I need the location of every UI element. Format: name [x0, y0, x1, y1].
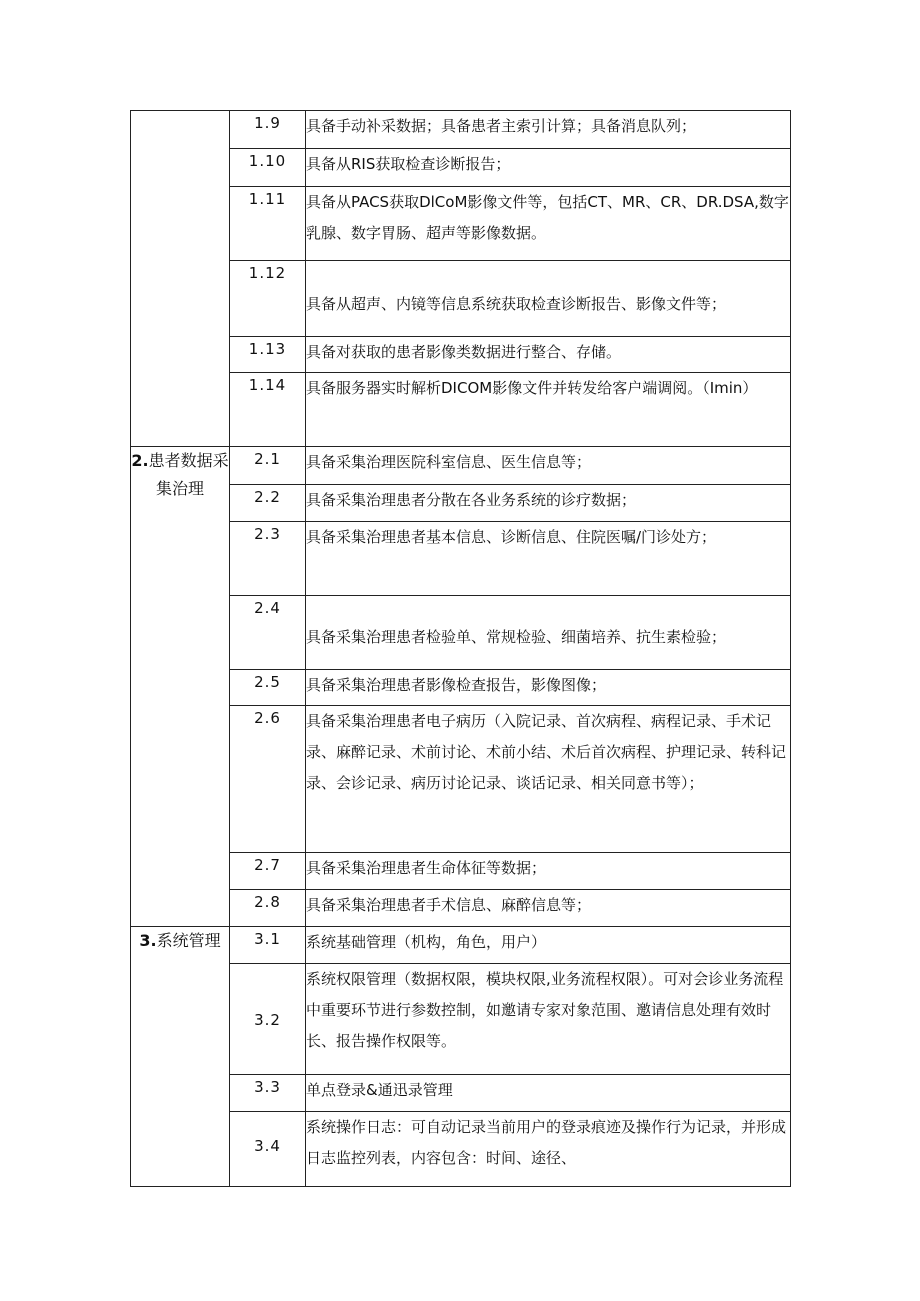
item-description: 系统操作日志：可自动记录当前用户的登录痕迹及操作行为记录，并形成日志监控列表，内容包含：时间、途径、 — [306, 1112, 791, 1187]
item-description: 具备采集治理患者生命体征等数据； — [306, 853, 791, 890]
table-row — [131, 522, 791, 596]
item-description: 具备采集治理患者分散在各业务系统的诊疗数据； — [306, 485, 791, 522]
table-row — [131, 111, 791, 149]
category-cell-empty — [131, 111, 230, 447]
item-description: 具备采集治理患者基本信息、诊断信息、住院医嘱/门诊处方； — [306, 522, 791, 596]
category-cell — [131, 927, 230, 1187]
item-number: 3.3 — [230, 1075, 306, 1112]
item-number: 2.5 — [230, 670, 306, 706]
item-number: 2.1 — [230, 447, 306, 485]
item-description: 具备从超声、内镜等信息系统获取检查诊断报告、影像文件等； — [306, 261, 791, 337]
category-number: 3. — [139, 931, 157, 950]
item-number: 1.14 — [230, 373, 306, 447]
item-description: 单点登录&通迅录管理 — [306, 1075, 791, 1112]
category-number: 2. — [131, 451, 149, 470]
item-description: 系统基础管理（机构，角色，用户） — [306, 927, 791, 964]
table-row — [131, 670, 791, 706]
item-description: 具备采集治理患者电子病历（入院记录、首次病程、病程记录、手术记录、麻醉记录、术前讨论、术前小结、术后首次病程、护理记录、转科记录、会诊记录、病历讨论记录、谈话记录、相关同意书等）； — [306, 706, 791, 853]
item-number: 1.9 — [230, 111, 306, 149]
category-label: 患者数据采集治理 — [148, 451, 229, 498]
item-description: 具备采集治理患者影像检查报告，影像图像； — [306, 670, 791, 706]
table-row — [131, 447, 791, 485]
item-number: 2.3 — [230, 522, 306, 596]
item-number: 3.4 — [230, 1112, 306, 1187]
item-description: 具备采集治理患者手术信息、麻醉信息等； — [306, 890, 791, 927]
item-description: 具备从PACS获取DlCoM影像文件等，包括CT、MR、CR、DR.DSA,数字乳腺、数字胃肠、超声等影像数据。 — [306, 187, 791, 261]
item-description: 具备采集治理医院科室信息、医生信息等； — [306, 447, 791, 485]
table-row — [131, 853, 791, 890]
table-row — [131, 187, 791, 261]
item-description: 具备采集治理患者检验单、常规检验、细菌培养、抗生素检验； — [306, 596, 791, 670]
item-description: 具备服务器实时解析DICOM影像文件并转发给客户端调阅。（Imin） — [306, 373, 791, 447]
category-label: 系统管理 — [156, 931, 221, 950]
table-row — [131, 373, 791, 447]
item-description: 系统权限管理（数据权限，模块权限,业务流程权限）。可对会诊业务流程中重要环节进行参数控制，如邀请专家对象范围、邀请信息处理有效时长、报告操作权限等。 — [306, 964, 791, 1075]
item-number: 1.13 — [230, 337, 306, 373]
table-row — [131, 927, 791, 964]
table-row — [131, 149, 791, 187]
item-number: 2.8 — [230, 890, 306, 927]
category-cell — [131, 447, 230, 927]
item-number: 1.10 — [230, 149, 306, 187]
table-row — [131, 964, 791, 1075]
item-number: 3.2 — [230, 964, 306, 1075]
item-number: 1.12 — [230, 261, 306, 337]
table-row — [131, 706, 791, 853]
table-row — [131, 1075, 791, 1112]
table-row — [131, 596, 791, 670]
item-number: 1.11 — [230, 187, 306, 261]
item-number: 2.7 — [230, 853, 306, 890]
spec-table — [130, 110, 791, 1187]
table-row — [131, 261, 791, 337]
item-description: 具备手动补采数据；具备患者主索引计算；具备消息队列； — [306, 111, 791, 149]
table-row — [131, 485, 791, 522]
item-number: 3.1 — [230, 927, 306, 964]
item-number: 2.6 — [230, 706, 306, 853]
table-row — [131, 1112, 791, 1187]
item-number: 2.2 — [230, 485, 306, 522]
table-row — [131, 337, 791, 373]
item-number: 2.4 — [230, 596, 306, 670]
table-row — [131, 890, 791, 927]
item-description: 具备对获取的患者影像类数据进行整合、存储。 — [306, 337, 791, 373]
item-description: 具备从RIS获取检查诊断报告； — [306, 149, 791, 187]
